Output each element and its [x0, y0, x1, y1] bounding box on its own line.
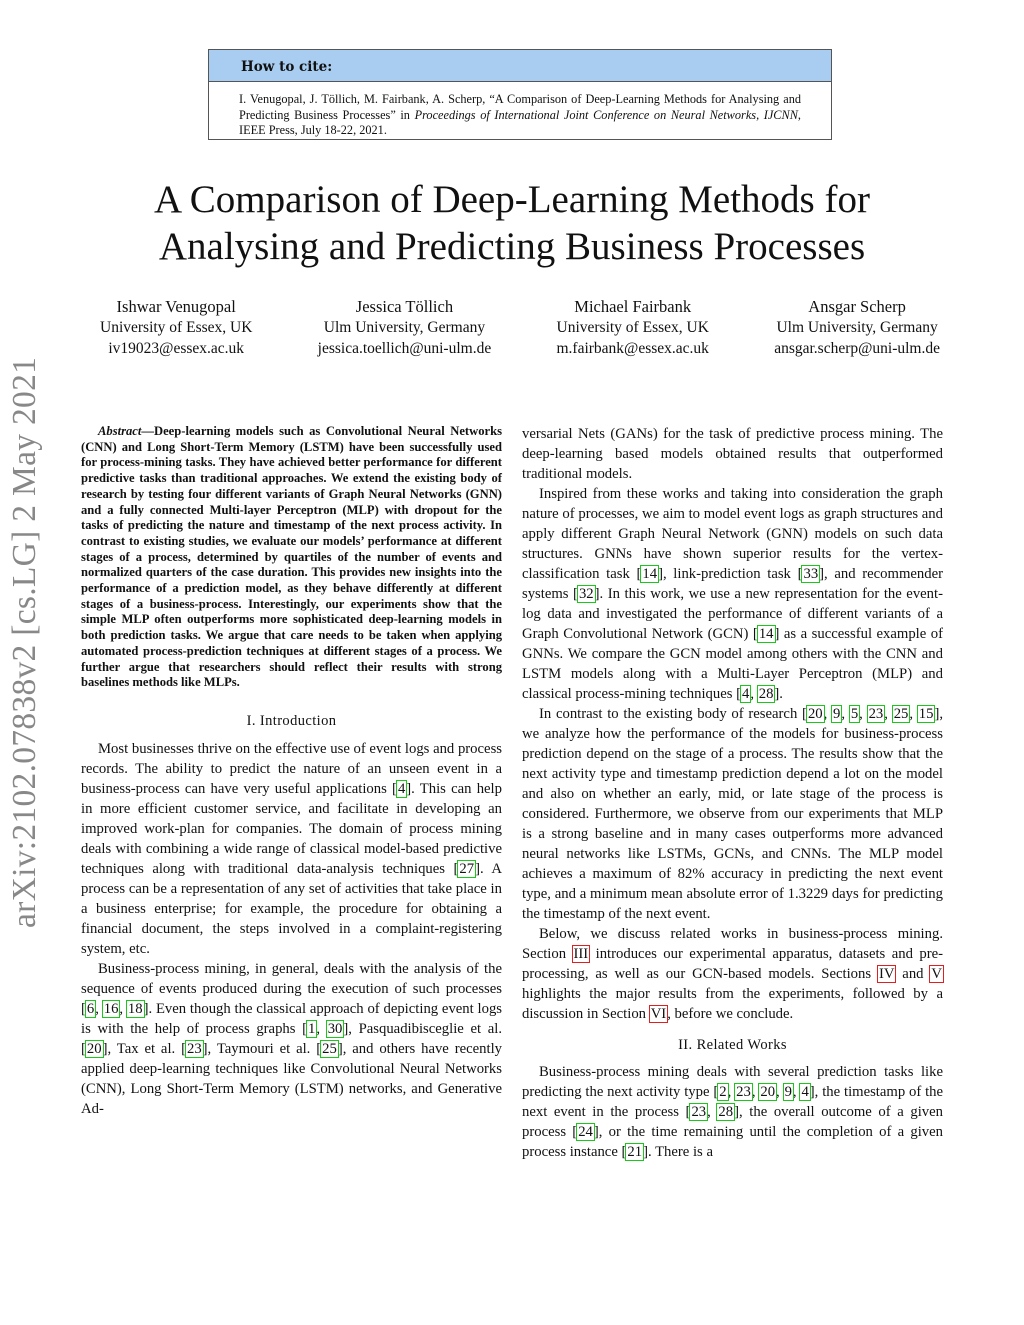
title-line-2: Analysing and Predicting Business Processes — [158, 225, 866, 268]
related-works-paragraph: Business-process mining deals with several prediction tasks like predicting the next activity type [2, 23, 20, 9, 4], the timestamp of the next event in the process [23, 28], the overall outcome of a given process [24], or the time remaining until the completion of a given process instance [21]. There is a — [522, 1064, 944, 1160]
abstract-text: —Deep-learning models such as Convolutional Neural Networks (CNN) and Long Short-Term Memory (LSTM) have been successfully used for process-mining tasks. They have achieved better performance for different predictive tasks than traditional approaches. We extend the existing body of research by testing four different variants of Graph Neural Networks (GNN) and a fully connected Multi-layer Perceptron (MLP) with dropout for the tasks of predicting the nature and timestamp of the next process activity. In contrast to existing studies, we evaluate our models’ performance at different stages of a process, determined by quartiles of the number of events and normalized quarters of the case duration. This provides new insights into the performance of a prediction model, as they behave differently at different stages of a business-process. Interestingly, our experiments show that the simple MLP often outperforms more sophisticated deep-learning models in both prediction tasks. We argue that care needs to be taken when applying automated process-prediction techniques at different stages of a process. We further argue that researchers should reflect their results with strong baselines methods like MLPs. — [81, 424, 502, 690]
citation-link[interactable]: 9 — [833, 706, 841, 722]
citation-link[interactable]: 33 — [803, 566, 819, 582]
section-link[interactable]: III — [573, 946, 589, 962]
author-name: Jessica Töllich — [355, 297, 454, 316]
how-to-cite-box — [208, 49, 832, 140]
author-name: Ansgar Scherp — [808, 297, 906, 316]
citation-link[interactable]: 4 — [801, 1084, 809, 1100]
citation-link[interactable]: 18 — [127, 1000, 143, 1017]
citation-link[interactable]: 14 — [758, 626, 774, 642]
citation-link[interactable]: 6 — [86, 1000, 95, 1017]
citation-link[interactable]: 20 — [807, 706, 823, 722]
citation-link[interactable]: 23 — [736, 1084, 751, 1100]
citation-link[interactable]: 23 — [186, 1040, 202, 1057]
author-list — [100, 296, 940, 359]
citation-link[interactable]: 16 — [103, 1000, 119, 1017]
right-paragraph-1: versarial Nets (GANs) for the task of predictive process mining. The deep-learning based models obtained results that outperformed traditional models. — [522, 426, 943, 482]
author-name: Michael Fairbank — [574, 297, 692, 316]
left-column — [81, 424, 502, 1119]
citation-link[interactable]: 15 — [918, 706, 934, 722]
abstract — [81, 424, 502, 691]
citation-text — [209, 82, 831, 139]
citation-link[interactable]: 24 — [578, 1124, 593, 1140]
citation-link[interactable]: 1 — [308, 1020, 316, 1037]
citation-link[interactable]: 20 — [86, 1040, 102, 1057]
citation-link[interactable]: 28 — [718, 1104, 734, 1120]
title-line-1: A Comparison of Deep-Learning Methods for — [154, 178, 870, 221]
right-column — [522, 424, 943, 1162]
author-block — [318, 296, 492, 359]
author-affiliation: Ulm University, Germany — [323, 319, 486, 336]
author-block — [774, 296, 940, 359]
author-email[interactable]: ansgar.scherp@uni-ulm.de — [774, 340, 940, 357]
citation-link[interactable]: 32 — [578, 586, 594, 602]
citation-link[interactable]: 23 — [868, 706, 884, 722]
citation-link[interactable]: 30 — [327, 1020, 343, 1037]
abstract-label: Abstract — [98, 424, 142, 438]
citation-link[interactable]: 5 — [850, 706, 859, 722]
section-link[interactable]: V — [931, 966, 942, 982]
paper-title — [82, 176, 942, 270]
citation-link[interactable]: 14 — [642, 566, 658, 582]
citation-link[interactable]: 20 — [760, 1084, 776, 1100]
right-paragraph-2: Inspired from these works and taking into consideration the graph nature of processes, we aim to model event logs as graph structures and apply different Graph Neural Network (GNN) models on such data structures. GNNs have shown superior results for the vertex-classification task [14], link-prediction task [33], and recommender systems [32]. In this work, we use a new representation for the event-log data and investigated the performance of different variants of a Graph Convolutional Network (GCN) [14] as a successful example of GNNs. We compare the GCN model among others with the CNN and LSTM models along with a Multi-Layer Perceptron (MLP) and classical process-mining techniques [4, 28]. — [522, 486, 943, 702]
right-paragraph-3: In contrast to the existing body of research [20, 9, 5, 23, 25, 15], we analyze how the performance of the models for business-process prediction depend on the stage of a process. The results show that the next activity type and timestamp prediction depend a lot on the model and also on whether an early, mid, or late stage of the process is considered. Furthermore, we observe from our experiments that MLP is a strong baseline and in many cases outperforms more advanced neural networks like LSTMs, GCNs, and CNNs. The MLP model achieves a maximum of 82% accuracy in predicting the next event type, and a minimum mean absolute error of 1.3229 days for predicting the timestamp of the next event. — [522, 706, 944, 922]
author-block — [100, 296, 252, 359]
citation-link[interactable]: 21 — [627, 1144, 643, 1160]
right-paragraph-4: Below, we discuss related works in business-process mining. Section III introduces our experimental apparatus, datasets and pre-processing, as well as our GCN-based models. Sections IV and V highlights the major results from the experiments, followed by a discussion in Section VI, before we conclude. — [522, 926, 943, 1022]
author-affiliation: University of Essex, UK — [100, 319, 253, 336]
section-heading-introduction: I. Introduction — [246, 712, 337, 729]
author-email[interactable]: jessica.toellich@uni-ulm.de — [317, 340, 492, 357]
author-email[interactable]: m.fairbank@essex.ac.uk — [556, 340, 709, 357]
citation-link[interactable]: 2 — [719, 1084, 727, 1100]
arxiv-identifier: arXiv:2102.07838v2 [cs.LG] 2 May 2021 — [6, 356, 43, 928]
citation-publisher: , IEEE Press, July 18-22, 2021. — [239, 107, 801, 138]
citation-link[interactable]: 28 — [758, 686, 774, 702]
citation-link[interactable]: 23 — [691, 1104, 707, 1120]
citation-link[interactable]: 9 — [784, 1084, 792, 1100]
section-link[interactable]: VI — [650, 1006, 667, 1022]
citation-link[interactable]: 25 — [893, 706, 909, 722]
citation-link[interactable]: 25 — [322, 1040, 337, 1057]
intro-paragraph-1: Most businesses thrive on the effective use of event logs and process records. The ability to predict the nature of an unseen event in a business-process can have very useful applications [4]. This can help in more efficient customer service, and facilitate in developing an improved work-plan for companies. The domain of process mining deals with combining a wide range of classical model-based predictive techniques along with traditional data-analysis techniques [27]. A process can be a representation of any set of activities that take place in a business enterprise; for example, the procedure for obtaining a financial document, the steps involved in a complaint-registering system, etc. — [81, 740, 502, 957]
citation-authors: I. Venugopal, J. Töllich, M. Fairbank, A. Scherp, “A Comparison of Deep-Learning Methods for Analysing and Predicting Business Processes” in — [239, 92, 801, 122]
section-link[interactable]: IV — [878, 966, 895, 982]
section-heading-related-works: II. Related Works — [678, 1037, 787, 1053]
author-email[interactable]: iv19023@essex.ac.uk — [108, 340, 245, 357]
citation-link[interactable]: 27 — [459, 860, 475, 877]
how-to-cite-heading: How to cite: — [209, 50, 831, 82]
citation-link[interactable]: 4 — [742, 686, 750, 702]
author-affiliation: Ulm University, Germany — [776, 319, 938, 336]
author-affiliation: University of Essex, UK — [556, 319, 709, 336]
citation-link[interactable]: 4 — [397, 780, 406, 797]
citation-venue: Proceedings of International Joint Conference on Neural Networks, IJCNN — [414, 107, 798, 122]
author-name: Ishwar Venugopal — [116, 297, 236, 316]
intro-paragraph-2: Business-process mining, in general, deals with the analysis of the sequence of events produced during the execution of such processes [6, 16, 18]. Even though the classical approach of depicting event logs is with the help of process graphs [1, 30], Pasquadibisceglie et al. [20], Tax et al. [23], Taymouri et al. [25], and others have recently applied deep-learning techniques like Convolutional Neural Networks (CNN), Long Short-Term Memory (LSTM) networks, and Generative Ad- — [81, 960, 503, 1117]
author-block — [556, 296, 708, 359]
